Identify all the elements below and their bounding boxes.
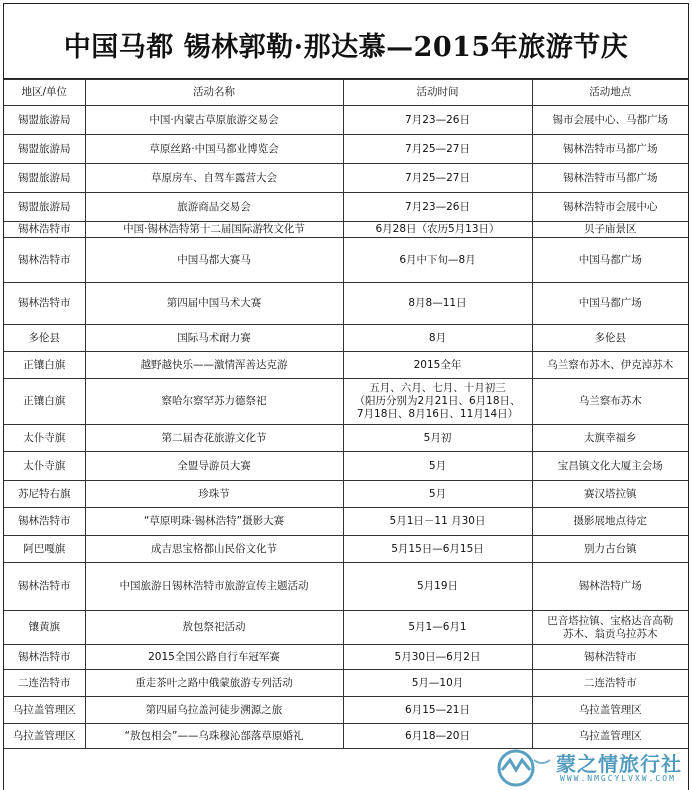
cell-activity-time: 7月23—26日: [343, 193, 532, 222]
table-row: [4, 164, 688, 193]
travel-agency-logo-icon: [494, 746, 554, 788]
cell-activity-place: 乌兰察布苏木: [532, 379, 688, 425]
cell-region: 太仆寺旗: [4, 425, 85, 452]
table-row: [4, 670, 688, 697]
cell-region: 正镶白旗: [4, 379, 85, 425]
cell-activity-time: 5月15日—6月15日: [343, 536, 532, 563]
cell-region: 锡林浩特市: [4, 508, 85, 536]
cell-region: 锡林浩特市: [4, 222, 85, 238]
cell-activity-place: 二连浩特市: [532, 670, 688, 697]
table-row: [4, 645, 688, 670]
cell-activity-name: 越野越快乐——激情浑善达克游: [85, 352, 343, 379]
cell-activity-time: 5月30日—6月2日: [343, 645, 532, 670]
table-row: [4, 283, 688, 325]
cell-region: 锡林浩特市: [4, 563, 85, 611]
table-row: [4, 193, 688, 222]
cell-region: 正镶白旗: [4, 352, 85, 379]
cell-activity-name: 2015全国公路自行车冠军赛: [85, 645, 343, 670]
cell-region: 太仆寺旗: [4, 452, 85, 481]
cell-activity-name: 第二届杏花旅游文化节: [85, 425, 343, 452]
cell-region: 二连浩特市: [4, 670, 85, 697]
cell-activity-place: 锡林浩特市马都广场: [532, 164, 688, 193]
cell-activity-time: 8月8—11日: [343, 283, 532, 325]
cell-activity-time: 5月: [343, 481, 532, 508]
cell-activity-time: 5月: [343, 452, 532, 481]
cell-activity-time: 5月初: [343, 425, 532, 452]
header-region: 地区/单位: [4, 80, 85, 106]
table-body: [4, 106, 688, 749]
cell-region: 镶黄旗: [4, 611, 85, 645]
cell-region: 多伦县: [4, 325, 85, 352]
cell-activity-time: 5月19日: [343, 563, 532, 611]
cell-region: 锡盟旅游局: [4, 193, 85, 222]
table-row: [4, 325, 688, 352]
cell-activity-name: 中国·内蒙古草原旅游交易会: [85, 106, 343, 135]
cell-region: 苏尼特右旗: [4, 481, 85, 508]
table-row: [4, 425, 688, 452]
table-row: [4, 238, 688, 283]
cell-activity-place: 锡林浩特广场: [532, 563, 688, 611]
header-activity-name: 活动名称: [85, 80, 343, 106]
cell-region: 乌拉盖管理区: [4, 724, 85, 749]
cell-activity-place: 摄影展地点待定: [532, 508, 688, 536]
cell-activity-time: 6月18—20日: [343, 724, 532, 749]
cell-activity-name: 国际马术耐力赛: [85, 325, 343, 352]
table-row: [4, 222, 688, 238]
header-activity-time: 活动时间: [343, 80, 532, 106]
cell-activity-place: 锡林浩特市: [532, 645, 688, 670]
cell-activity-name: 草原房车、自驾车露营大会: [85, 164, 343, 193]
cell-activity-name: 中国马都大赛马: [85, 238, 343, 283]
watermark-url: WWW.NMGCYLVXW.COM: [560, 774, 676, 783]
table-row: [4, 536, 688, 563]
cell-activity-time: 5月1日－11 月30日: [343, 508, 532, 536]
page-title: 中国马都 锡林郭勒·那达慕—2015年旅游节庆: [4, 4, 688, 79]
cell-activity-time: 6月中下旬—8月: [343, 238, 532, 283]
cell-activity-place: 中国马都广场: [532, 283, 688, 325]
cell-activity-name: 察哈尔察罕苏力德祭祀: [85, 379, 343, 425]
cell-activity-place: 宝昌镇文化大厦主会场: [532, 452, 688, 481]
cell-region: 锡盟旅游局: [4, 164, 85, 193]
table-row: [4, 724, 688, 749]
cell-region: 锡林浩特市: [4, 283, 85, 325]
table-row: [4, 481, 688, 508]
cell-activity-name: 重走茶叶之路中俄蒙旅游专列活动: [85, 670, 343, 697]
events-table: [4, 79, 688, 749]
table-row: [4, 452, 688, 481]
cell-activity-time: 2015全年: [343, 352, 532, 379]
cell-activity-name: 敖包祭祀活动: [85, 611, 343, 645]
cell-region: 锡林浩特市: [4, 645, 85, 670]
cell-activity-place: 锡林浩特市马都广场: [532, 135, 688, 164]
table-row: [4, 611, 688, 645]
table-row: [4, 352, 688, 379]
cell-activity-place: 赛汉塔拉镇: [532, 481, 688, 508]
cell-activity-time: 7月25—27日: [343, 164, 532, 193]
cell-activity-place: 中国马都广场: [532, 238, 688, 283]
table-row: [4, 379, 688, 425]
cell-activity-time: 7月25—27日: [343, 135, 532, 164]
cell-activity-time: 8月: [343, 325, 532, 352]
cell-activity-name: 成吉思宝格都山民俗文化节: [85, 536, 343, 563]
cell-activity-name: 第四届乌拉盖河徒步溯源之旅: [85, 697, 343, 724]
cell-activity-name: 珍珠节: [85, 481, 343, 508]
cell-activity-place: 多伦县: [532, 325, 688, 352]
header-activity-place: 活动地点: [532, 80, 688, 106]
cell-region: 锡盟旅游局: [4, 135, 85, 164]
table-row: [4, 697, 688, 724]
cell-activity-time: 5月—10月: [343, 670, 532, 697]
document-page: [3, 3, 689, 790]
watermark-text: 蒙之情旅行社: [556, 752, 682, 776]
table-row: [4, 508, 688, 536]
cell-activity-place: 锡市会展中心、马都广场: [532, 106, 688, 135]
cell-activity-name: 中国·锡林浩特第十二届国际游牧文化节: [85, 222, 343, 238]
cell-activity-place: 贝子庙景区: [532, 222, 688, 238]
cell-activity-name: “敖包相会”——乌珠穆沁部落草原婚礼: [85, 724, 343, 749]
cell-activity-name: 全盟导游员大赛: [85, 452, 343, 481]
cell-activity-place: 乌兰察布苏木、伊克淖苏木: [532, 352, 688, 379]
cell-activity-place: 别力古台镇: [532, 536, 688, 563]
cell-activity-name: 草原丝路·中国马都业博览会: [85, 135, 343, 164]
cell-activity-time: 6月28日（农历5月13日）: [343, 222, 532, 238]
cell-activity-name: 中国旅游日锡林浩特市旅游宣传主题活动: [85, 563, 343, 611]
watermark: [494, 746, 684, 788]
cell-activity-place: 乌拉盖管理区: [532, 697, 688, 724]
cell-region: 乌拉盖管理区: [4, 697, 85, 724]
cell-activity-name: “草原明珠·锡林浩特”摄影大赛: [85, 508, 343, 536]
cell-region: 锡盟旅游局: [4, 106, 85, 135]
table-header-row: [4, 80, 688, 106]
cell-activity-time: 五月、六月、七月、十月初三 （阳历分别为2月21日、6月18日、 7月18日、8月16日、11月14日）: [343, 379, 532, 425]
cell-activity-name: 旅游商品交易会: [85, 193, 343, 222]
cell-region: 阿巴嘎旗: [4, 536, 85, 563]
cell-activity-place: 巴音塔拉镇、宝格达音高勒 苏木、翁贡乌拉苏木: [532, 611, 688, 645]
table-row: [4, 135, 688, 164]
table-row: [4, 563, 688, 611]
cell-activity-time: 6月15—21日: [343, 697, 532, 724]
cell-activity-time: 5月1—6月1: [343, 611, 532, 645]
cell-activity-place: 乌拉盖管理区: [532, 724, 688, 749]
table-row: [4, 106, 688, 135]
cell-activity-name: 第四届中国马术大赛: [85, 283, 343, 325]
cell-region: 锡林浩特市: [4, 238, 85, 283]
cell-activity-place: 太旗幸福乡: [532, 425, 688, 452]
cell-activity-time: 7月23—26日: [343, 106, 532, 135]
cell-activity-place: 锡林浩特市会展中心: [532, 193, 688, 222]
